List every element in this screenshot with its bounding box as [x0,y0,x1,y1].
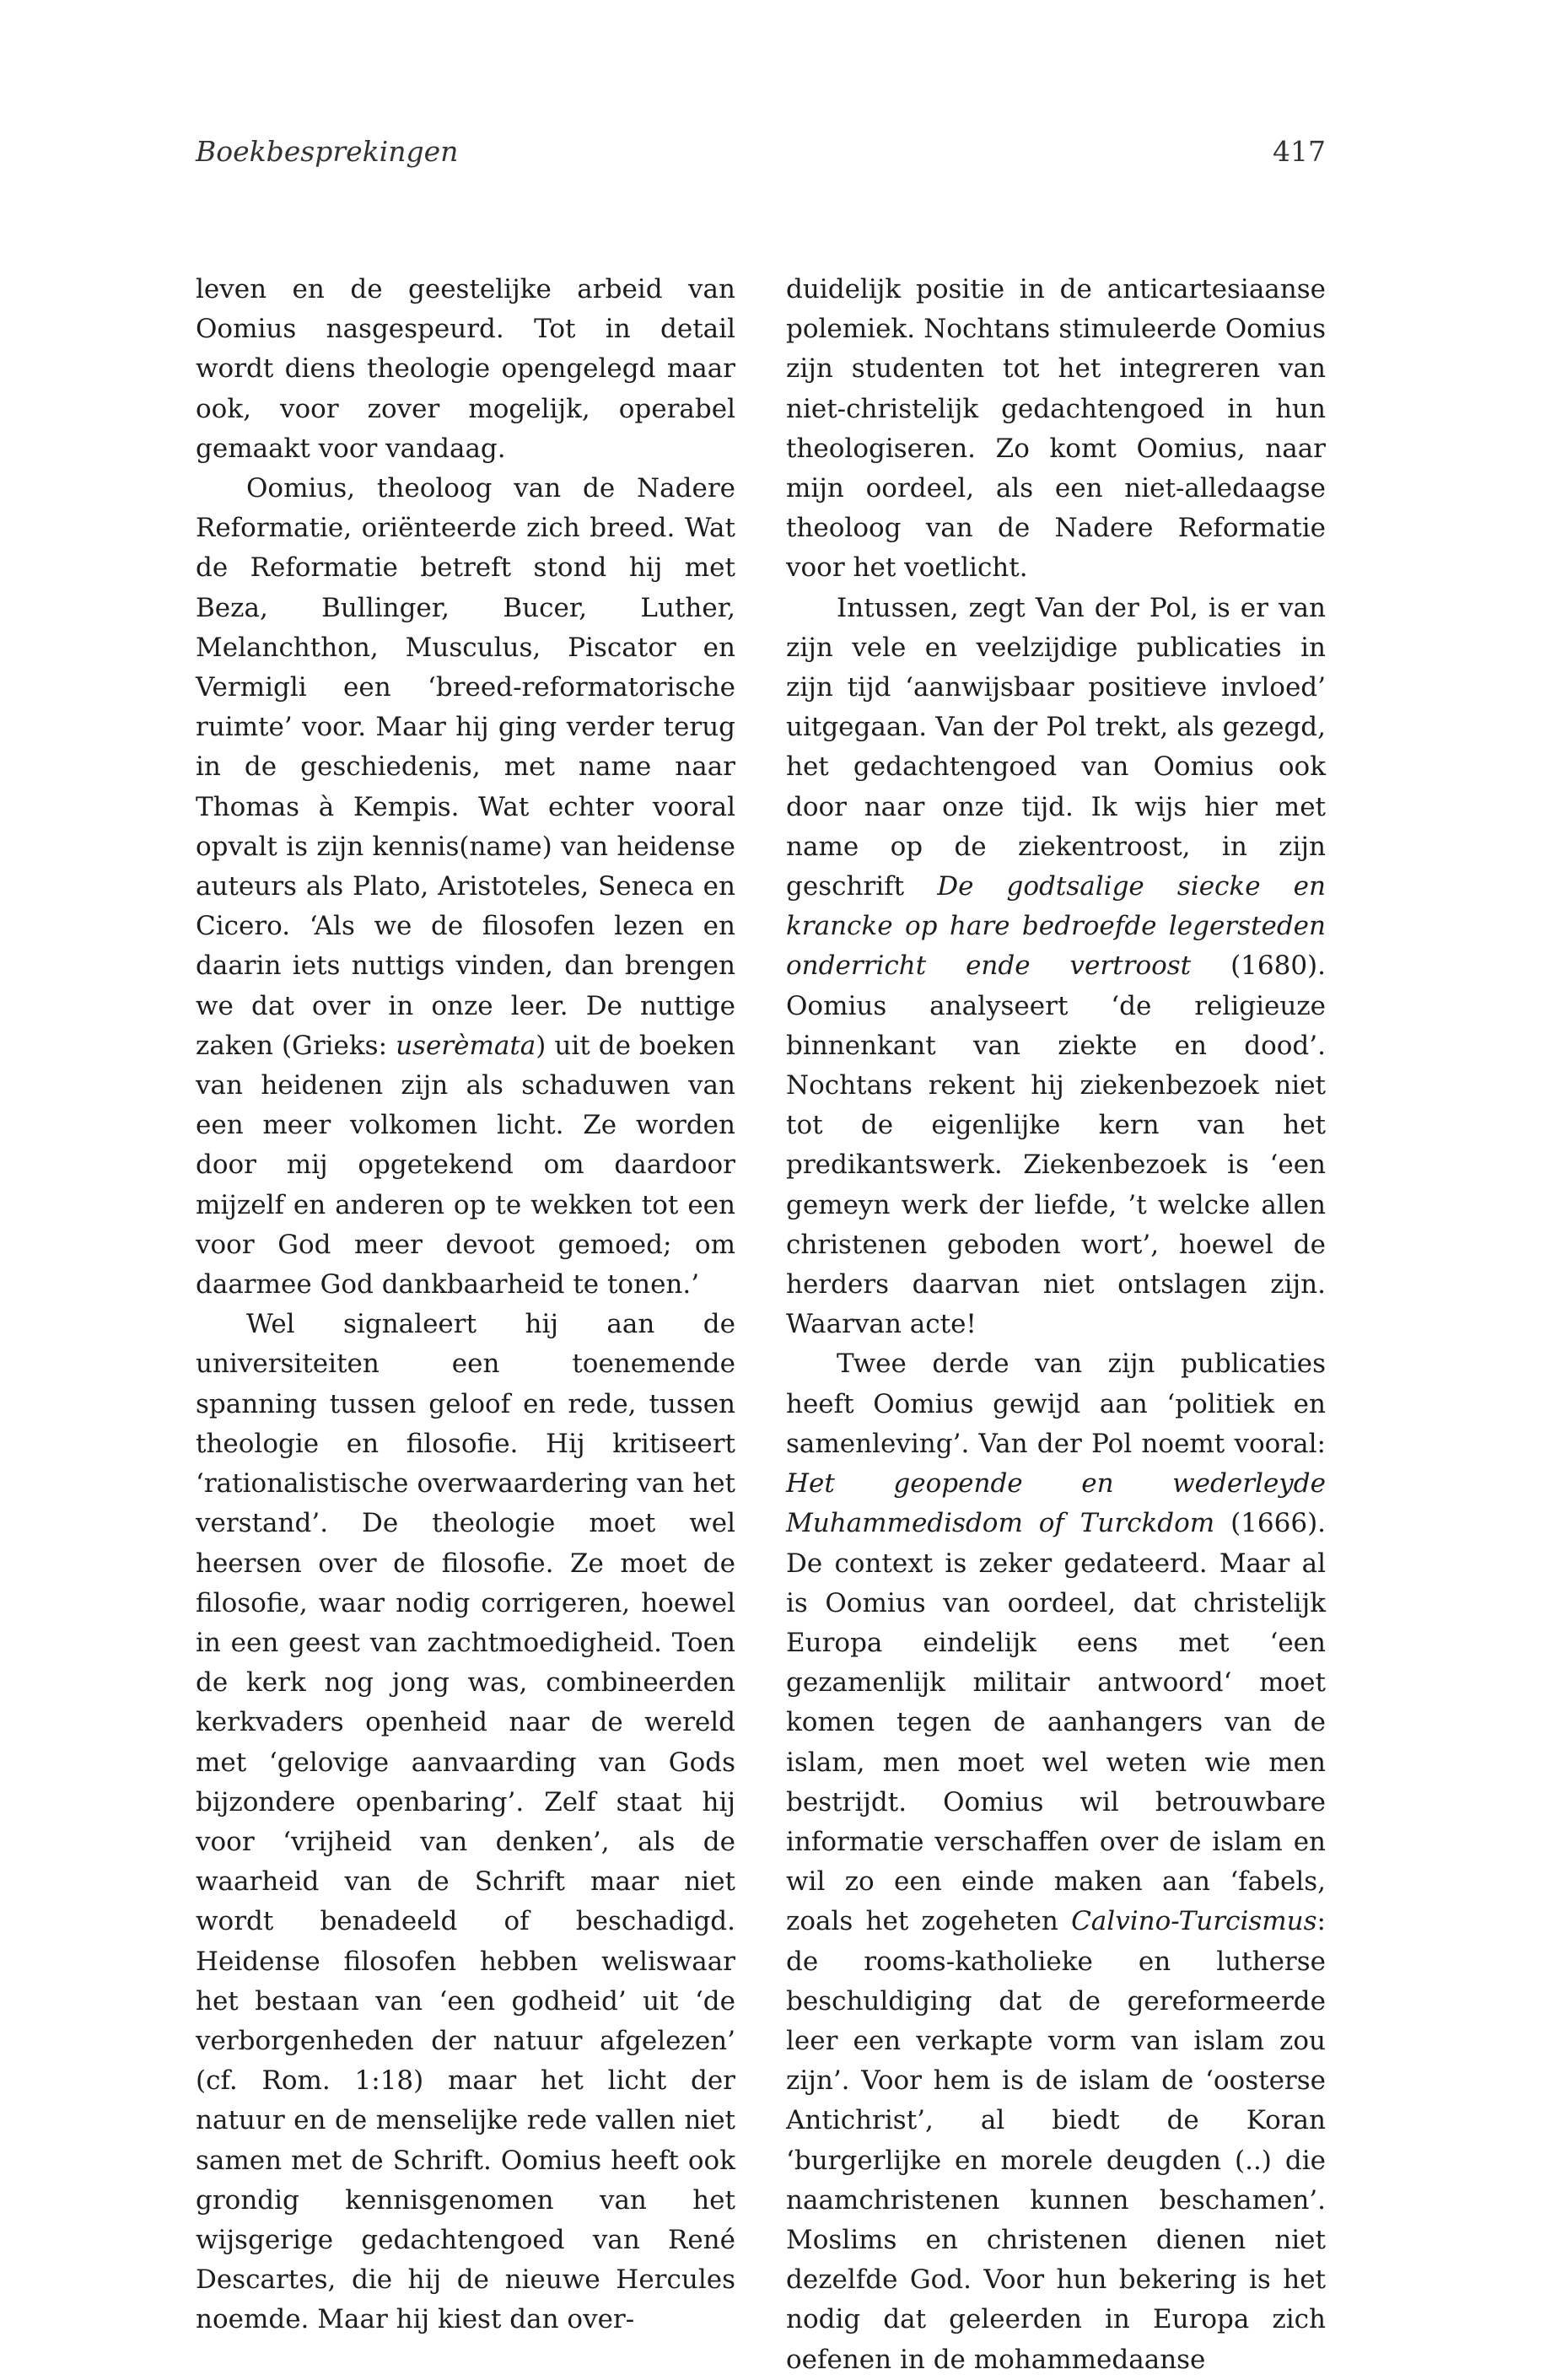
right-paragraph-2-text: Intussen, zegt Van der Pol, is er van zijn vele en veelzijdige publicaties in zijn tijd ‘aanwijsbaar positieve invloed’ uitgegaan. Van der Pol trekt, als gezegd, het gedachtengoed van Oomius ook door naar onze tijd. Ik wijs hier met name op de ziekentroost, in zijn geschrift [786,592,1326,902]
term-calvino-turcismus: Calvino-Turcismus [1071,1906,1317,1937]
left-paragraph-2-continuation: ) uit de boeken van heidenen zijn als schaduwen van een meer volkomen licht. Ze worden door mij opgetekend om daardoor mijzelf en anderen op te wekken tot een voor God meer devoot gemoed; om daarmee God dankbaarheid te tonen.’ [196,1030,735,1300]
right-paragraph-3 [786,1344,1326,2379]
left-paragraph-2-italic: userèmata [396,1030,536,1061]
left-paragraph-3: Wel signaleert hij aan de universiteiten een toenemende spanning tussen geloof en rede, tussen theologie en filosofie. Hij kritiseert ‘rationalistische overwaardering van het verstand’. De theologie moet wel heersen over de filosofie. Ze moet de filosofie, waar nodig corrigeren, hoewel in een geest van zachtmoedigheid. Toen de kerk nog jong was, combineerden kerkvaders openheid naar de wereld met ‘gelovige aanvaarding van Gods bijzondere openbaring’. Zelf staat hij voor ‘vrijheid van denken’, als de waarheid van de Schrift maar niet wordt benadeeld of beschadigd. Heidense filosofen hebben weliswaar het bestaan van ‘een godheid’ uit ‘de verborgenheden der natuur afgelezen’ (cf. Rom. 1:18) maar het licht der natuur en de menselijke rede vallen niet samen met de Schrift. Oomius heeft ook grondig kennisgenomen van het wijsgerige gedachtengoed van René Descartes, die hij de nieuwe Hercules noemde. Maar hij kiest dan over- [196,1309,735,2335]
right-paragraph-3-text: Twee derde van zijn publicaties heeft Oomius gewijd aan ‘politiek en samenleving’. Van der Pol noemt vooral: [786,1349,1326,1459]
right-column [786,270,1326,2380]
right-paragraph-2-continuation: (1680). Oomius analyseert ‘de religieuze binnenkant van ziekte en dood’. Nochtans rekent hij ziekenbezoek niet tot de eigenlijke kern van het predikantswerk. Ziekenbezoek is ‘een gemeyn werk der liefde, ’t welcke allen christenen geboden wort’, hoewel de herders daarvan niet ontslagen zijn. Waarvan acte! [786,950,1326,1340]
book-title-muhammedisdom: Het geopende en wederleyde Muhammedisdom of Turckdom [786,1468,1326,1539]
left-paragraph-1: leven en de geestelijke arbeid van Oomius nasgespeurd. Tot in detail wordt diens theologie opengelegd maar ook, voor zover mogelijk, operabel gemaakt voor vandaag. [196,274,735,464]
right-paragraph-3-middle: (1666). De context is zeker gedateerd. Maar al is Oomius van oordeel, dat christelijk Europa eindelijk eens met ‘een gezamenlijk militair antwoord‘ moet komen tegen de aanhangers van de islam, men moet wel weten wie men bestrijdt. Oomius wil betrouwbare informatie verschaffen over de islam en wil zo een einde maken aan ‘fabels, zoals het zogeheten [786,1508,1327,1937]
page-number: 417 [1273,135,1326,168]
right-paragraph-3-continuation: : de rooms-katholieke en lutherse beschuldiging dat de gereformeerde leer een verkapte vorm van islam zou zijn’. Voor hem is de islam de ‘oosterse Antichrist’, al biedt de Koran ‘burgerlijke en morele deugden (..) die naamchristenen kunnen beschamen’. Moslims en christenen dienen niet dezelfde God. Voor hun bekering is het nodig dat geleerden in Europa zich oefenen in de mohammedaanse [786,1906,1326,2375]
left-paragraph-2 [196,469,735,1305]
left-paragraph-2-text: Oomius, theoloog van de Nadere Reformatie, oriënteerde zich breed. Wat de Reformatie betreft stond hij met Beza, Bullinger, Bucer, Luther, Melanchthon, Musculus, Piscator en Vermigli een ‘breed-reformatorische ruimte’ voor. Maar hij ging verder terug in de geschiedenis, met name naar Thomas à Kempis. Wat echter vooral opvalt is zijn kennis(name) van heidense auteurs als Plato, Aristoteles, Seneca en Cicero. ‘Als we de filosofen lezen en daarin iets nuttigs vinden, dan brengen we dat over in onze leer. De nuttige zaken (Grieks: [196,473,735,1061]
left-column [196,270,735,2340]
right-paragraph-1: duidelijk positie in de anticartesiaanse polemiek. Nochtans stimuleerde Oomius zijn studenten tot het integreren van niet-christelijk gedachtengoed in hun theologiseren. Zo komt Oomius, naar mijn oordeel, als een niet-alledaagse theoloog van de Nadere Reformatie voor het voetlicht. [786,274,1326,584]
running-head: Boekbesprekingen [196,135,459,168]
book-title-ziekentroost: De godtsalige siecke en krancke op hare bedroefde legersteden onderricht ende vertroost [786,871,1326,982]
right-paragraph-2 [786,589,1326,1345]
